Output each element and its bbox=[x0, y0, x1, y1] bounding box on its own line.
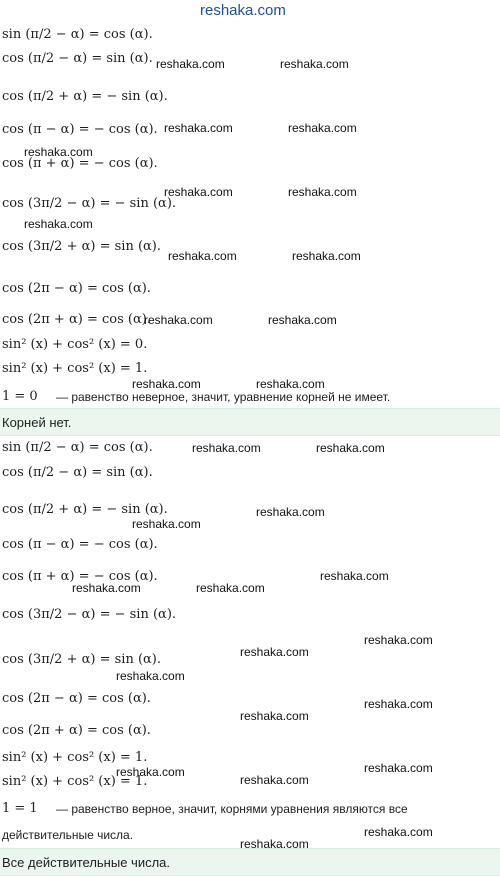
answer-text: Все действительные числа. bbox=[2, 855, 171, 870]
watermark: reshaka.com bbox=[72, 581, 141, 595]
equation-line: sin² (x) + cos² (x) = 1. bbox=[2, 361, 148, 376]
conclusion-equation: 1 = 0 bbox=[2, 389, 38, 404]
answer-box bbox=[0, 848, 500, 876]
conclusion-text: — равенство неверное, значит, уравнение корней не имеет. bbox=[56, 390, 391, 404]
watermark: reshaka.com bbox=[280, 57, 349, 71]
watermark: reshaka.com bbox=[364, 633, 433, 647]
equation-line: cos (3π/2 + α) = sin (α). bbox=[2, 652, 162, 667]
equation-line: cos (2π − α) = cos (α). bbox=[2, 281, 151, 296]
watermark: reshaka.com bbox=[192, 441, 261, 455]
watermark: reshaka.com bbox=[196, 581, 265, 595]
conclusion-text: — равенство верное, значит, корнями уравнения являются все bbox=[56, 802, 408, 816]
equation-line: cos (2π + α) = cos (α). bbox=[2, 723, 151, 738]
equation-line: sin (π/2 − α) = cos (α). bbox=[2, 27, 153, 42]
equation-line: cos (π − α) = − cos (α). bbox=[2, 122, 158, 137]
watermark: reshaka.com bbox=[256, 377, 325, 391]
watermark: reshaka.com bbox=[364, 761, 433, 775]
watermark: reshaka.com bbox=[364, 825, 433, 839]
watermark: reshaka.com bbox=[164, 185, 233, 199]
equation-line: cos (3π/2 − α) = − sin (α). bbox=[2, 196, 177, 211]
equation-line: sin² (x) + cos² (x) = 1. bbox=[2, 774, 148, 789]
equation-line: cos (3π/2 + α) = sin (α). bbox=[2, 239, 162, 254]
watermark: reshaka.com bbox=[364, 697, 433, 711]
watermark: reshaka.com bbox=[240, 645, 309, 659]
answer-box bbox=[0, 408, 500, 436]
watermark: reshaka.com bbox=[268, 313, 337, 327]
watermark: reshaka.com bbox=[256, 505, 325, 519]
watermark: reshaka.com bbox=[292, 249, 361, 263]
equation-line: cos (2π − α) = cos (α). bbox=[2, 691, 151, 706]
watermark: reshaka.com bbox=[168, 249, 237, 263]
watermark: reshaka.com bbox=[132, 517, 201, 531]
answer-text: Корней нет. bbox=[2, 415, 72, 430]
watermark: reshaka.com bbox=[116, 669, 185, 683]
equation-line: cos (π − α) = − cos (α). bbox=[2, 537, 158, 552]
watermark: reshaka.com bbox=[240, 837, 309, 851]
watermark: reshaka.com bbox=[288, 121, 357, 135]
equation-line: cos (π + α) = − cos (α). bbox=[2, 569, 158, 584]
equation-line: sin (π/2 − α) = cos (α). bbox=[2, 440, 153, 455]
watermark: reshaka.com bbox=[144, 313, 213, 327]
watermark: reshaka.com bbox=[240, 709, 309, 723]
watermark: reshaka.com bbox=[132, 377, 201, 391]
watermark: reshaka.com bbox=[320, 569, 389, 583]
equation-line: cos (π + α) = − cos (α). bbox=[2, 156, 158, 171]
equation-line: cos (π/2 + α) = − sin (α). bbox=[2, 89, 168, 104]
equation-line: cos (π/2 − α) = sin (α). bbox=[2, 51, 153, 66]
watermark: reshaka.com bbox=[164, 121, 233, 135]
watermark: reshaka.com bbox=[156, 57, 225, 71]
conclusion-text-cont: действительные числа. bbox=[2, 828, 134, 842]
equation-line: sin² (x) + cos² (x) = 1. bbox=[2, 750, 148, 765]
equation-line: sin² (x) + cos² (x) = 0. bbox=[2, 337, 148, 352]
watermark: reshaka.com bbox=[316, 441, 385, 455]
watermark: reshaka.com bbox=[240, 773, 309, 787]
watermark: reshaka.com bbox=[24, 217, 93, 231]
watermark: reshaka.com bbox=[288, 185, 357, 199]
watermark: reshaka.com bbox=[116, 765, 185, 779]
equation-line: cos (π/2 − α) = sin (α). bbox=[2, 465, 153, 480]
equation-line: cos (π/2 + α) = − sin (α). bbox=[2, 502, 168, 517]
watermark: reshaka.com bbox=[24, 145, 93, 159]
equation-line: cos (2π + α) = cos (α). bbox=[2, 312, 151, 327]
conclusion-equation: 1 = 1 bbox=[2, 801, 38, 816]
equation-line: cos (3π/2 − α) = − sin (α). bbox=[2, 607, 177, 622]
watermark-top: reshaka.com bbox=[200, 2, 286, 19]
